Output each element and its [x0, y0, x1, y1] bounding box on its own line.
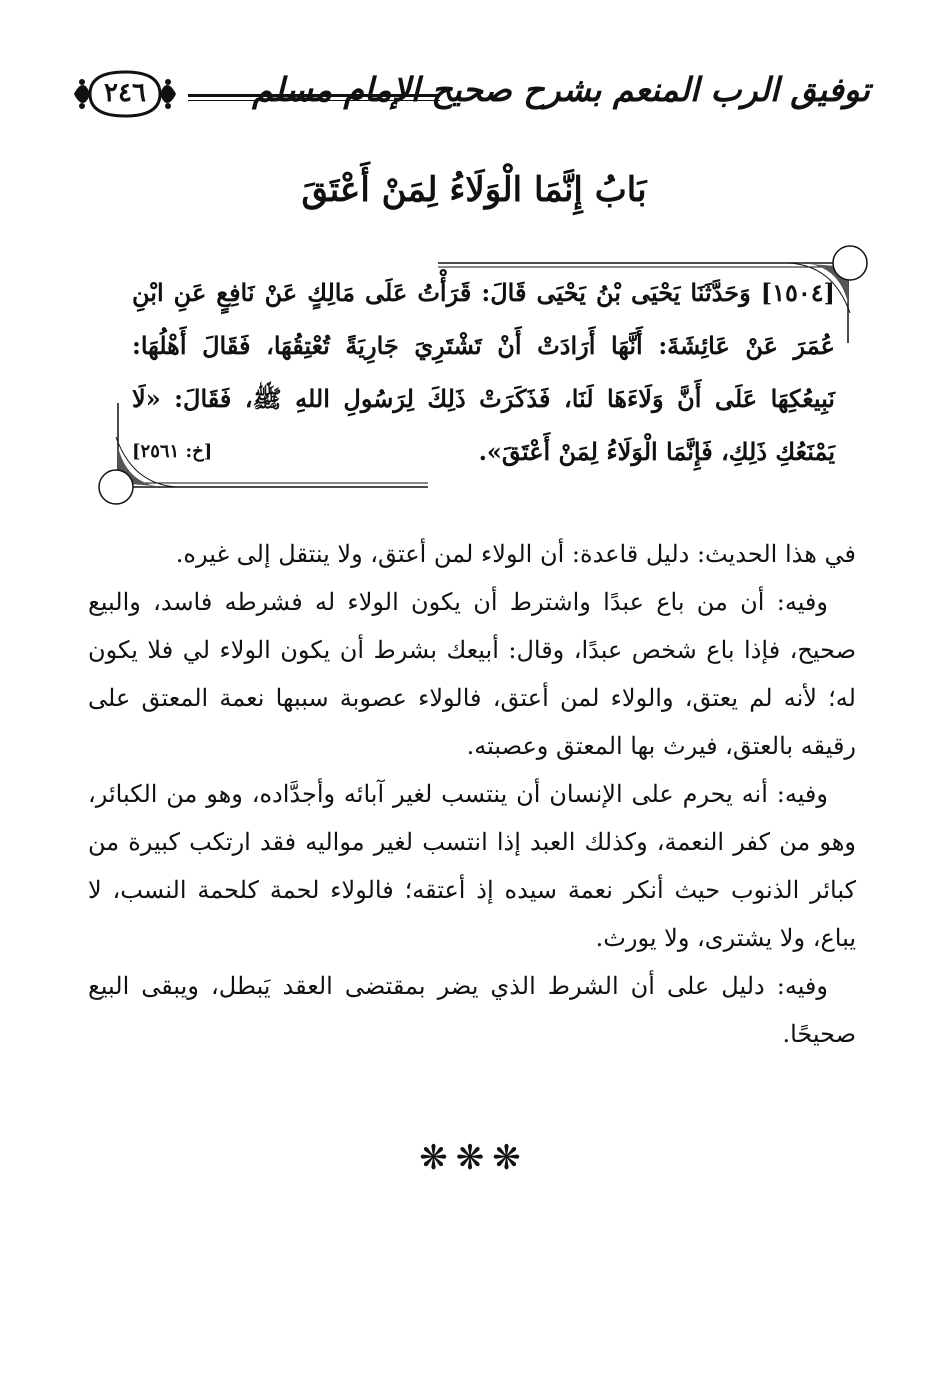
chapter-title: بَابُ إِنَّمَا الْوَلَاءُ لِمَنْ أَعْتَقَ: [301, 170, 647, 210]
book-title: توفيق الرب المنعم بشرح صحيح الإمام مسلم: [252, 70, 870, 109]
commentary-paragraph: وفيه: أن من باع عبدًا واشترط أن يكون الولاء له فشرطه فاسد، والبيع صحيح، فإذا باع شخص عبدًا، وقال: أبيعك بشرط أن يكون الولاء لي فلا يكون له؛ لأنه لم يعتق، والولاء لمن أعتق، فالولاء عصوبة سببها نعمة المعتق على رقيقه بالعتق، فيرث بها المعتق وعصبته.: [88, 588, 856, 760]
commentary-paragraph: وفيه: أنه يحرم على الإنسان أن ينتسب لغير آبائه وأجدَّاده، وهو من الكبائر، وهو من كفر النعمة، وكذلك العبد إذا انتسب لغير مواليه فقد ارتكب كبيرة من كبائر الذنوب حيث أنكر نعمة سيده إذ أعتقه؛ فالولاء لحمة كلحمة النسب، لا يباع، ولا يشترى، ولا يورث.: [88, 780, 856, 952]
hadith-body: [١٥٠٤] وَحَدَّثَنَا يَحْيَى بْنُ يَحْيَى قَالَ: قَرَأْتُ عَلَى مَالِكٍ عَنْ نَافِعٍ عَنِ ابْنِ عُمَرَ عَنْ عَائِشَةَ: أَنَّهَا أَرَادَتْ أَنْ تَشْتَرِيَ جَارِيَةً تُعْتِقُهَا، فَقَالَ أَهْلُهَا: نَبِيعُكِهَا عَلَى أَنَّ وَلَاءَهَا لَنَا، فَذَكَرَتْ ذَلِكَ لِرَسُولِ اللهِ ﷺ، فَقَالَ: «لَا يَمْنَعُكِ ذَلِكِ، فَإِنَّمَا الْوَلَاءُ لِمَنْ أَعْتَقَ».: [132, 278, 835, 466]
section-separator-stars: ❋❋❋: [419, 1138, 529, 1178]
hadith-reference: [خ: ٢٥٦١]: [132, 441, 213, 462]
page-header: [70, 60, 870, 130]
commentary: [88, 530, 856, 1058]
hadith-text: [132, 266, 835, 478]
page-number: ٢٤٦: [104, 78, 146, 108]
commentary-paragraph: في هذا الحديث: دليل قاعدة: أن الولاء لمن أعتق، ولا ينتقل إلى غيره.: [175, 540, 856, 568]
commentary-paragraph: وفيه: دليل على أن الشرط الذي يضر بمقتضى العقد يَبطل، ويبقى البيع صحيحًا.: [88, 972, 856, 1048]
page-number-ornament: [70, 68, 180, 120]
